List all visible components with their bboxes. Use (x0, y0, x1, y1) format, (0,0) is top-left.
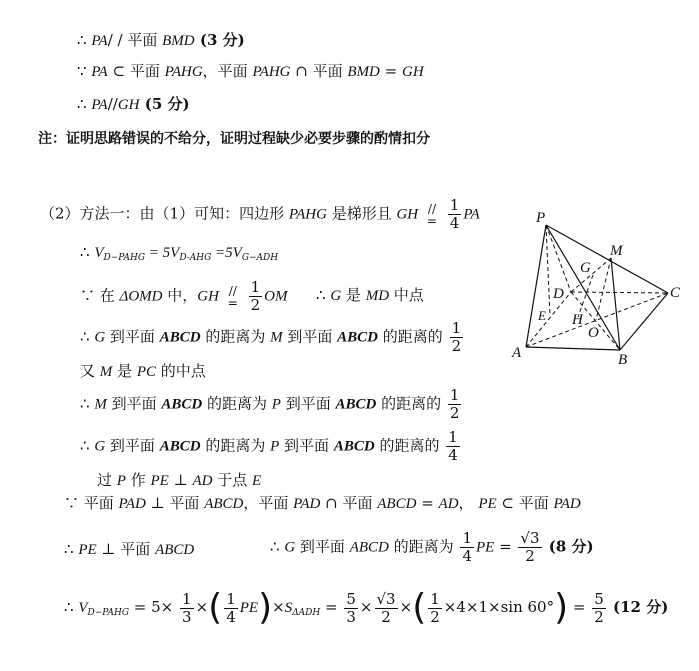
step-line-11 (97, 473, 261, 489)
text: ⊥ 平面 (96, 540, 156, 558)
math-var: E (252, 473, 262, 489)
text: （2）方法一：由（1）可知：四边形 (40, 204, 289, 223)
text: = 5 (145, 245, 171, 261)
step-line-3 (77, 97, 190, 113)
text: 到平面 (279, 436, 334, 455)
pyramid-figure (508, 205, 688, 365)
seg-PE (546, 225, 550, 316)
numerator: 1 (250, 278, 261, 296)
equal: = (426, 213, 437, 228)
therefore-symbol: ∴ (80, 394, 95, 413)
text: 到平面 (282, 327, 338, 346)
text: ∵ 平面 (64, 494, 119, 512)
numerator: 1 (430, 589, 440, 608)
denominator: 3 (182, 607, 192, 626)
math-var: BMD (162, 33, 195, 49)
math-var: G (94, 438, 106, 455)
therefore-symbol: ∴ (77, 31, 92, 49)
text: ⊂ 平面 (496, 494, 554, 512)
math-var: M (270, 329, 283, 346)
score-label: (5 分) (139, 95, 190, 113)
volume-symbol: V (94, 245, 104, 261)
text: 又 (80, 362, 100, 380)
therefore-symbol: ∴ (316, 286, 331, 304)
math-var: PE (475, 539, 495, 556)
step-line-8 (80, 364, 206, 380)
denominator: 2 (525, 547, 535, 565)
math-var: ΔOMD (119, 288, 163, 305)
math-var: ABCD (333, 438, 375, 455)
text: 的距离的 (378, 327, 443, 346)
subscript: D−PAHG (87, 608, 130, 618)
fraction (180, 589, 194, 626)
label-E: E (538, 308, 546, 323)
text: / / 平面 (107, 31, 163, 49)
text: 的距离的 (374, 436, 440, 455)
denominator: 2 (451, 337, 462, 355)
text: // (107, 95, 118, 113)
math-var: M (99, 364, 113, 380)
math-var: P (271, 396, 281, 413)
math-var: G (94, 329, 106, 346)
text: ， (458, 494, 479, 512)
therefore-symbol: ∴ (64, 540, 79, 558)
step-line-1 (77, 33, 245, 49)
times: × (195, 598, 209, 616)
denominator: 2 (449, 404, 460, 422)
math-var: PA (91, 97, 108, 113)
text: 到平面 (105, 327, 160, 346)
edge-BC (620, 293, 668, 350)
math-var: P (270, 438, 280, 455)
math-var: G (284, 539, 296, 556)
text: 的距离为 (200, 436, 271, 455)
seg-GH (578, 275, 593, 317)
math-var: AD (438, 496, 459, 512)
paren: ( (412, 587, 427, 628)
step-line-10 (80, 430, 462, 463)
text: ×4×1×sin 60° (443, 598, 555, 616)
text: 中， (162, 286, 198, 305)
seg-DM (571, 258, 611, 292)
label-P: P (536, 210, 546, 226)
subscript: D-AHG (179, 253, 212, 263)
text: 到平面 (106, 394, 162, 413)
math-var: PE (239, 600, 259, 616)
text: = 5× (129, 598, 174, 616)
label-C: C (670, 285, 681, 301)
text: 于点 (212, 471, 253, 489)
math-var: GH (197, 288, 219, 305)
math-var: ABCD (349, 539, 389, 556)
text: 的距离为 (202, 394, 272, 413)
math-var: PAD (553, 496, 581, 512)
denominator: 4 (462, 547, 472, 565)
math-var: AD (192, 473, 213, 489)
step-line-14 (64, 587, 669, 628)
subscript: D−PAHG (103, 253, 146, 263)
math-var: ABCD (337, 329, 379, 346)
volume-symbol: V (170, 245, 180, 261)
math-var: PA (91, 64, 108, 80)
fraction (224, 589, 238, 626)
text: 过 (97, 471, 117, 489)
numerator: 5 (594, 589, 604, 608)
text: = (320, 598, 343, 616)
parallel-equal-symbol (425, 203, 439, 227)
text: 是 (112, 362, 137, 380)
label-M: M (610, 243, 623, 259)
text: ∩ 平面 (320, 494, 378, 512)
denominator: 4 (449, 214, 460, 232)
math-var: ABCD (159, 329, 201, 346)
times: × (399, 598, 413, 616)
fraction-1-4 (448, 198, 462, 231)
therefore-symbol: ∴ (80, 243, 95, 261)
step-line-12 (64, 496, 581, 512)
text: 中点 (389, 286, 424, 304)
numerator: 1 (451, 319, 462, 337)
numerator: 1 (449, 196, 460, 214)
text: ∩ 平面 (290, 62, 348, 80)
text: ⊥ 平面 (145, 494, 205, 512)
label-O: O (588, 325, 599, 341)
paren: ) (258, 587, 273, 628)
math-var: GH (396, 206, 419, 223)
parallel: // (228, 283, 237, 298)
paren: ) (554, 587, 569, 628)
fraction-1-2 (450, 321, 464, 354)
times: × (272, 598, 285, 616)
therefore-symbol: ∴ (80, 327, 95, 346)
math-var: P (116, 473, 126, 489)
step-line-6 (80, 280, 287, 313)
math-var: PA (91, 33, 108, 49)
text: 是 (341, 286, 366, 304)
therefore-symbol: ∴ (80, 436, 95, 455)
math-var: PE (78, 542, 97, 558)
therefore-symbol: ∴ (77, 95, 92, 113)
math-var: PA (463, 206, 480, 223)
because-symbol: ∵ (77, 62, 92, 80)
step-line-4 (40, 198, 480, 231)
numerator: 1 (226, 589, 236, 608)
fraction-1-2 (249, 280, 263, 313)
score-label: (8 分) (543, 537, 594, 556)
numerator: √3 (376, 589, 396, 608)
step-line-7 (80, 321, 465, 354)
math-var: PAHG (252, 64, 291, 80)
text: = (416, 494, 439, 512)
parallel: // (427, 201, 436, 216)
denominator: 2 (250, 296, 261, 314)
equal: = (227, 295, 238, 310)
math-var: PC (136, 364, 156, 380)
step-line-5 (80, 245, 278, 263)
label-A: A (512, 345, 522, 361)
therefore-symbol: ∴ (270, 537, 285, 556)
seg-MO (596, 258, 611, 320)
score-label: (12 分) (607, 598, 669, 616)
math-var: PE (150, 473, 169, 489)
paren: ( (208, 587, 223, 628)
math-var: PAD (118, 496, 146, 512)
text: = (379, 62, 402, 80)
parallel-equal-symbol (226, 285, 240, 309)
text: 的距离为 (200, 327, 271, 346)
text: 到平面 (105, 436, 160, 455)
fraction-1-4 (446, 430, 460, 463)
text: 到平面 (295, 537, 350, 556)
grading-note: 注：证明思路错误的不给分，证明过程缺少必要步骤的酌情扣分 (38, 130, 430, 146)
numerator: 1 (448, 428, 458, 446)
denominator: 3 (346, 607, 356, 626)
math-var: PE (478, 496, 497, 512)
math-var: MD (365, 288, 390, 304)
edge-AB (526, 347, 620, 350)
text: 到平面 (280, 394, 336, 413)
step-line-9 (80, 388, 463, 421)
numerator: √3 (520, 529, 540, 547)
math-var: PAD (293, 496, 321, 512)
math-var: M (94, 396, 107, 413)
numerator: 1 (462, 529, 472, 547)
math-var: ABCD (155, 542, 195, 558)
denominator: 2 (381, 607, 391, 626)
therefore-symbol: ∴ (64, 598, 79, 616)
numerator: 5 (346, 589, 356, 608)
math-var: GH (117, 97, 140, 113)
text: 作 (125, 471, 151, 489)
label-G: G (580, 260, 591, 276)
math-var: ABCD (161, 396, 203, 413)
subscript: G−ADH (241, 253, 279, 263)
fraction-1-2 (448, 388, 462, 421)
label-H: H (572, 312, 583, 328)
math-var: PAHG (288, 206, 327, 223)
volume-symbol: V (78, 600, 88, 616)
math-var: PAHG (164, 64, 203, 80)
subscript: ΔADH (292, 608, 321, 618)
edge-PC (546, 225, 668, 293)
denominator: 2 (594, 607, 604, 626)
text: 的中点 (156, 362, 206, 380)
text: 的距离为 (388, 537, 454, 556)
label-D: D (553, 286, 564, 302)
denominator: 4 (448, 446, 458, 464)
text: 是梯形且 (326, 204, 397, 223)
math-var: ABCD (377, 496, 417, 512)
fraction-sqrt3-2 (518, 531, 541, 564)
area-symbol: S (284, 600, 293, 616)
math-var: OM (264, 288, 288, 305)
text: ，平面 (202, 62, 253, 80)
math-var: G (330, 288, 342, 304)
math-var: GH (401, 64, 424, 80)
fraction (592, 589, 606, 626)
denominator: 2 (430, 607, 440, 626)
volume-symbol: V (232, 245, 242, 261)
step-line-13b (270, 531, 594, 564)
label-B: B (618, 352, 628, 365)
fraction-1-4 (460, 531, 474, 564)
times: × (359, 598, 373, 616)
math-var: ABCD (204, 496, 244, 512)
step-line-2 (77, 64, 424, 80)
text: ∵ 在 (80, 286, 120, 305)
math-var: ABCD (159, 438, 201, 455)
text: ⊂ 平面 (107, 62, 165, 80)
text: ⊥ (168, 471, 193, 489)
text: ，平面 (243, 494, 294, 512)
step-line-13a (64, 542, 194, 558)
text: 的距离的 (376, 394, 442, 413)
math-var: BMD (347, 64, 380, 80)
numerator: 1 (182, 589, 192, 608)
fraction (375, 589, 398, 626)
numerator: 1 (449, 386, 460, 404)
step-line-6b (316, 288, 424, 304)
text: = (494, 537, 517, 556)
edge-PA (526, 225, 546, 347)
text: =5 (211, 245, 233, 261)
text: = (568, 598, 591, 616)
math-var: ABCD (335, 396, 377, 413)
fraction (344, 589, 358, 626)
denominator: 4 (226, 607, 236, 626)
edge-PD (546, 225, 571, 292)
score-label: (3 分) (194, 31, 245, 49)
fraction (428, 589, 442, 626)
